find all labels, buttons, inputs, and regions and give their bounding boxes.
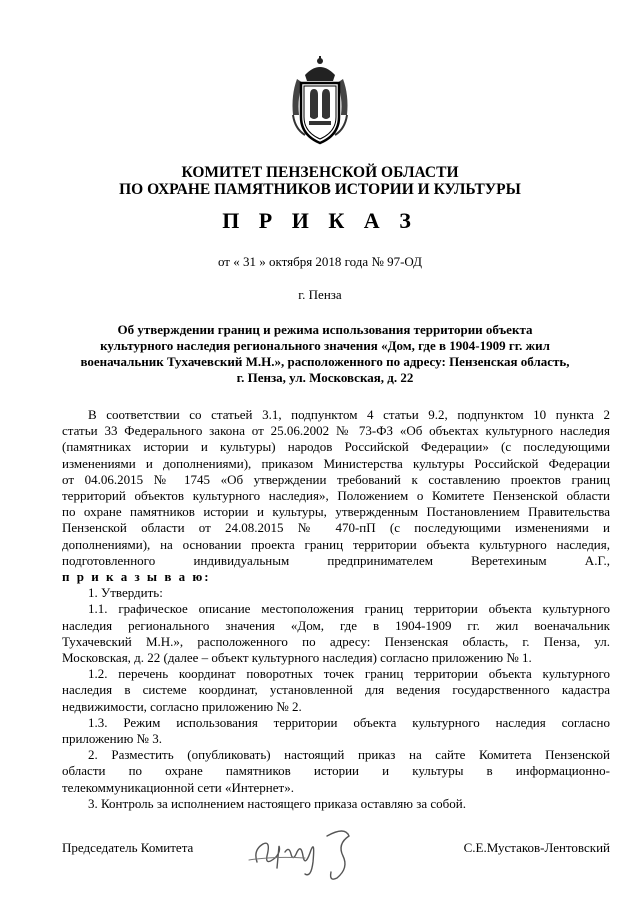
item-1-1-line: наследия регионального значения «Дом, где в 1904-1909 гг. жил военачальник [62,617,610,633]
paragraph-line: подготовленного индивидуальным предпринимателем Веретехиным А.Г., [62,552,610,568]
paragraph-line: от 04.06.2015 № 1745 «Об утверждении требований к составлению проектов границ [62,471,610,487]
item-1-1-line: Московская, д. 22 (далее – объект культурного наследия) согласно приложению № 1. [62,650,532,666]
subject-line: военачальник Тухачевский М.Н.», расположенного по адресу: Пензенская область, [80,354,570,369]
subject-line: Об утверждении границ и режима использования территории объекта [117,322,533,337]
document-date: от « 31 » октября 2018 года № 97-ОД [217,254,423,269]
committee-name-line1: КОМИТЕТ ПЕНЗЕНСКОЙ ОБЛАСТИ [181,164,459,181]
signatory-name: С.Е.Мустаков-Лентовский [463,840,610,855]
item-1-3-line: приложению № 3. [62,731,162,747]
paragraph-line: статьи 33 Федерального закона от 25.06.2002 № 73-ФЗ «Об объектах культурного наследия [62,423,610,439]
item-2-line: 2. Разместить (опубликовать) настоящий приказ на сайте Комитета Пензенской [88,747,610,763]
paragraph-line: по охране памятников истории и культуры, утвержденным Постановлением Правительства [62,504,610,520]
coat-of-arms-icon [283,55,357,147]
item-1-2-line: 1.2. перечень координат поворотных точек границ территории объекта культурного [88,666,610,682]
subject-line: г. Пенза, ул. Московская, д. 22 [236,370,414,385]
paragraph-line: дополнениями), на основании проекта границ территории объекта культурного наследия, [62,536,610,552]
document-subject [55,322,595,386]
item-2-line: области по охране памятников истории и культуры в информационно- [62,763,610,779]
item-3: 3. Контроль за исполнением настоящего приказа оставляю за собой. [88,795,466,811]
item-1-2-line: наследия в системе координат, установленной для ведения государственного кадастра [62,682,610,698]
order-word: п р и к а з ы в а ю: [62,569,211,585]
item-2-line: телекоммуникационной сети «Интернет». [62,779,294,795]
document-type: П Р И К А З [222,208,418,233]
item-1-2-line: недвижимости, согласно приложению № 2. [62,698,302,714]
document-city: г. Пенза [298,287,342,302]
item-1-3-line: 1.3. Режим использования территории объекта культурного наследия согласно [88,714,610,730]
paragraph-line: В соответствии со статьей 3.1, подпунктом 4 статьи 9.2, подпунктом 10 пункта 2 [88,407,610,422]
paragraph-line: Пензенской области от 24.08.2015 № 470-пП (с последующими изменениями и [62,520,610,536]
paragraph-line: изменениями и дополнениями), приказом Министерства культуры Российской Федерации [62,455,610,471]
document-body [62,407,610,812]
paragraph-line: территорий объектов культурного наследия», Положением о Комитете Пензенской области [62,488,610,504]
item-1-1-line: Тухачевский М.Н.», расположенного по адресу: Пензенская область, г. Пенза, ул. [62,633,610,649]
committee-name-line2: ПО ОХРАНЕ ПАМЯТНИКОВ ИСТОРИИ И КУЛЬТУРЫ [119,181,521,198]
subject-line: культурного наследия регионального значения «Дом, где в 1904-1909 гг. жил [100,338,550,353]
signatory-position: Председатель Комитета [62,840,194,855]
item-1-1-line: 1.1. графическое описание местоположения границ территории объекта культурного [88,601,610,617]
paragraph-line: (памятниках истории и культуры) народов Российской Федерации» (с последующими [62,439,610,455]
handwritten-signature-icon [245,822,375,882]
item-1: 1. Утвердить: [88,585,163,601]
